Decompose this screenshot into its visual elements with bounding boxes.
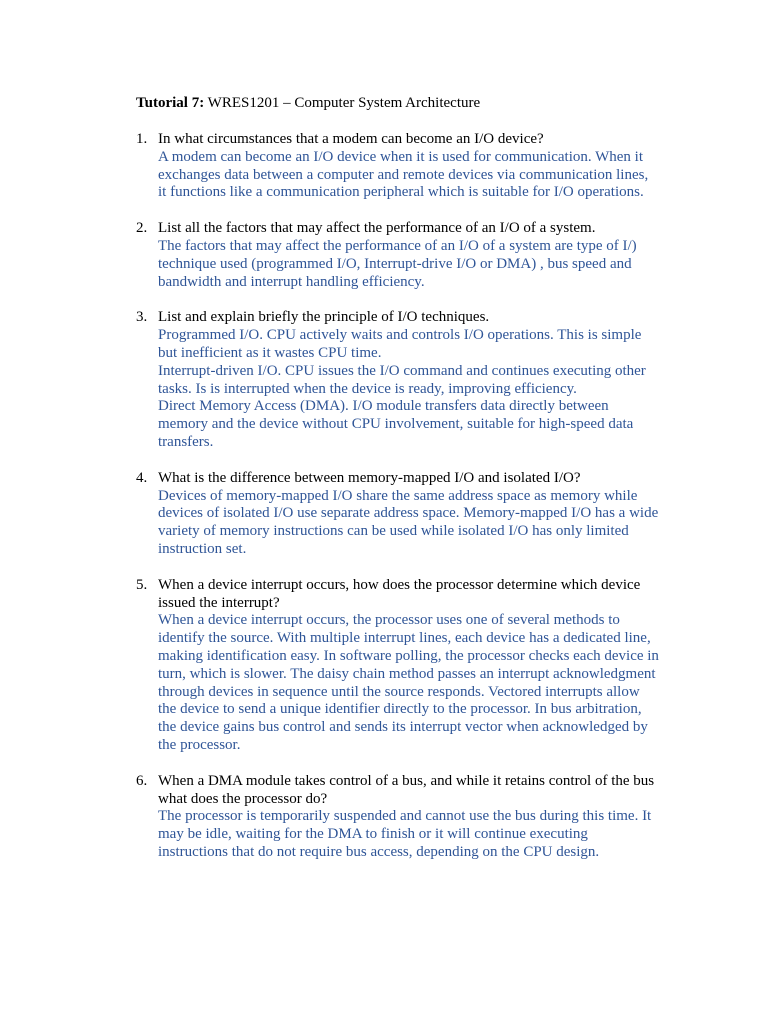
question-text: When a DMA module takes control of a bus, and while it retains control of the bus what does the processor do? — [158, 772, 655, 807]
question-item-6 — [136, 773, 660, 862]
answer-text — [158, 149, 660, 202]
question-text: When a device interrupt occurs, how does the processor determine which device issued the interrupt? — [158, 576, 641, 611]
question-number: 5. — [136, 576, 148, 593]
question-item-3 — [136, 309, 660, 451]
answer-paragraph: Programmed I/O. CPU actively waits and controls I/O operations. This is simple but inefficient as it wastes CPU time. — [158, 327, 642, 361]
question-number: 2. — [136, 220, 148, 237]
question-text: What is the difference between memory-mapped I/O and isolated I/O? — [158, 469, 581, 486]
question-number: 6. — [136, 772, 148, 789]
answer-text — [158, 238, 660, 291]
answer-paragraph: The factors that may affect the performance of an I/O of a system are type of I/) technique used (programmed I/O, Interrupt-drive I/O or DMA) , bus speed and bandwidth and interrupt handling efficiency. — [158, 237, 637, 290]
question-text: List and explain briefly the principle of I/O techniques. — [158, 309, 490, 326]
question-item-1 — [136, 131, 660, 202]
question-item-4 — [136, 470, 660, 559]
answer-paragraph: The processor is temporarily suspended and cannot use the bus during this time. It may be idle, waiting for the DMA to finish or it will continue executing instructions that do not require bus access, depending on the CPU design. — [158, 808, 652, 860]
answer-text — [158, 488, 660, 559]
answer-paragraph: Interrupt-driven I/O. CPU issues the I/O command and continues executing other tasks. Is is interrupted when the device is ready, improving efficiency. — [158, 362, 646, 397]
document-title — [136, 94, 660, 112]
question-text: In what circumstances that a modem can become an I/O device? — [158, 131, 544, 147]
question-number: 1. — [136, 131, 148, 147]
title-bold-label: Tutorial 7: — [136, 95, 205, 111]
question-item-5 — [136, 577, 660, 755]
document-page — [136, 94, 660, 862]
answer-paragraph: When a device interrupt occurs, the processor uses one of several methods to identify the source. With multiple interrupt lines, each device has a dedicated line, making identification easy. In software polling, the processor checks each device in turn, which is slower. The daisy chain method passes an interrupt acknowledgment through devices in sequence until the source responds. Vectored interrupts allow the device to send a unique identifier directly to the processor. In bus arbitration, the device gains bus control and sends its interrupt vector when acknowledged by the processor. — [158, 612, 659, 753]
title-course-text: WRES1201 – Computer System Architecture — [204, 95, 481, 111]
question-number: 3. — [136, 309, 148, 326]
question-text: List all the factors that may affect the performance of an I/O of a system. — [158, 220, 596, 237]
answer-text — [158, 612, 660, 754]
answer-paragraph: Direct Memory Access (DMA). I/O module transfers data directly between memory and the device without CPU involvement, suitable for high-speed data transfers. — [158, 398, 634, 450]
answer-paragraph: Devices of memory-mapped I/O share the same address space as memory while devices of isolated I/O use separate address space. Memory-mapped I/O has a wide variety of memory instructions can be used while isolated I/O has only limited instruction set. — [158, 487, 659, 557]
answer-text — [158, 327, 660, 452]
question-item-2 — [136, 220, 660, 291]
answer-text — [158, 808, 660, 861]
question-number: 4. — [136, 469, 148, 486]
answer-paragraph: A modem can become an I/O device when it is used for communication. When it exchanges data between a computer and remote devices via communication lines, it functions like a communication peripheral which is suitable for I/O operations. — [158, 148, 649, 201]
